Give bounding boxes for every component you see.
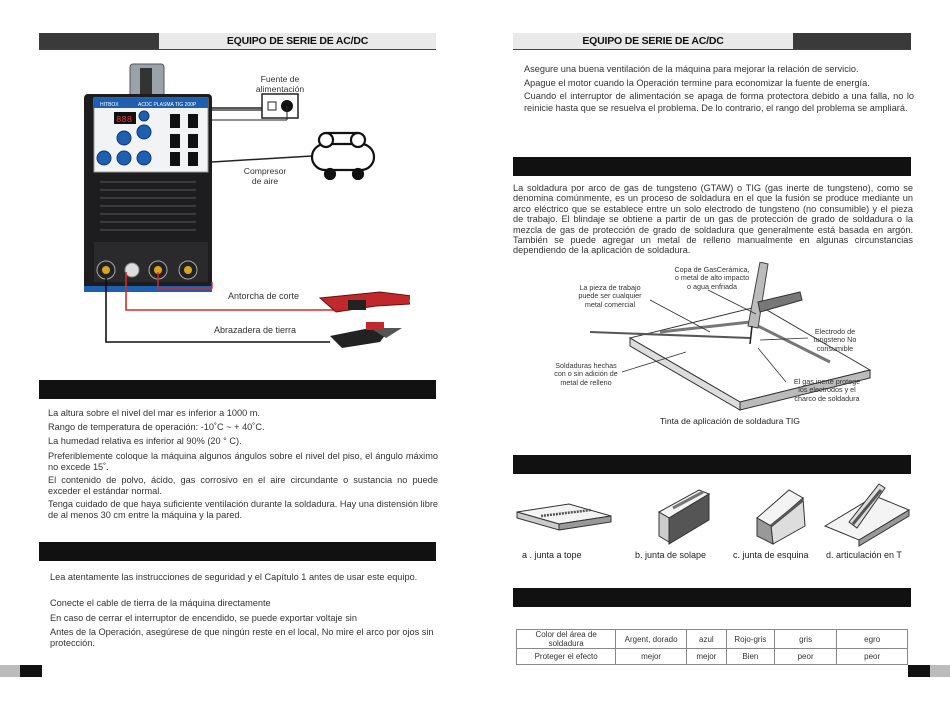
left-section-bar-2	[39, 542, 436, 561]
corner-joint-drawing	[757, 490, 805, 544]
tig-figure-caption: Tinta de aplicación de soldadura TIG	[660, 416, 800, 426]
joint-caption: b. junta de solape	[635, 550, 707, 560]
label-ground-clamp: Abrazadera de tierra	[214, 325, 297, 335]
table-cell: Proteger el efecto	[517, 649, 616, 665]
left-page-corner	[0, 665, 42, 677]
label-air-compressor: Compresor de aire	[243, 166, 287, 186]
right-section-bar-1	[513, 157, 911, 176]
table-cell: gris	[774, 630, 836, 649]
table-cell: mejor	[686, 649, 726, 665]
table-cell: mejor	[616, 649, 687, 665]
compressor-hose	[212, 156, 312, 162]
left-section-bar-1	[39, 380, 436, 399]
condition-item: La altura sobre el nivel del mar es inferior a 1000 m.	[48, 408, 260, 418]
table-row	[517, 630, 908, 649]
note-item: Apague el motor cuando la Operación termine para economizar la fuente de energía.	[524, 78, 870, 88]
label-tungsten-electrode: Electrodo de tungsteno No consumible	[813, 327, 857, 353]
joint-caption: a . junta a tope	[522, 550, 582, 560]
lap-joint-drawing	[659, 490, 709, 544]
weld-color-table	[516, 629, 908, 665]
machine-model: ACDC PLASMA TIG 200P	[138, 102, 197, 108]
table-cell: Argent, dorado	[616, 630, 687, 649]
header-dark-block	[39, 33, 159, 49]
table-cell: azul	[686, 630, 726, 649]
left-header-title: EQUIPO DE SERIE DE AC/DC	[159, 33, 436, 49]
machine-brand: HITBOX	[100, 102, 119, 108]
joint-caption: d. articulación en T	[826, 550, 902, 560]
instruction-item: En caso de cerrar el interruptor de encendido, se puede exportar voltaje sin	[50, 613, 357, 623]
cutting-torch-drawing	[320, 292, 410, 312]
label-welds: Soldaduras hechas con o sin adición de metal de relleno	[554, 361, 618, 387]
table-cell: egro	[837, 630, 908, 649]
weld-joints-illustration	[513, 482, 913, 548]
joint-caption: c. junta de esquina	[733, 550, 809, 560]
left-page-header	[39, 33, 436, 50]
right-header-title: EQUIPO DE SERIE DE AC/DC	[513, 33, 793, 49]
right-section-bar-3	[513, 588, 911, 607]
table-cell: Color del área de soldadura	[517, 630, 616, 649]
condition-item: El contenido de polvo, ácido, gas corrosivo en el aire circundante o sustancia no puede exceder el estándar normal.	[48, 475, 438, 496]
table-cell: peor	[837, 649, 908, 665]
label-power-supply: Fuente de alimentación	[255, 74, 305, 94]
label-workpiece: La pieza de trabajo puede ser cualquier metal comercial	[578, 283, 642, 309]
instruction-item: Conecte el cable de tierra de la máquina directamente	[50, 598, 271, 608]
instruction-item: Lea atentamente las instrucciones de seguridad y el Capítulo 1 antes de usar este equipo.	[50, 572, 418, 582]
air-compressor-drawing	[312, 133, 374, 179]
t-joint-drawing	[825, 484, 909, 546]
note-item: Asegure una buena ventilación de la máquina para mejorar la relación de servicio.	[524, 64, 859, 74]
condition-item: Preferiblemente coloque la máquina algunos ángulos sobre el nivel del piso, el ángulo máximo no excede 15˚.	[48, 451, 438, 472]
right-section-bar-2	[513, 455, 911, 474]
right-page-corner	[908, 665, 950, 677]
right-page-header	[513, 33, 911, 50]
table-cell: peor	[774, 649, 836, 665]
ground-clamp-drawing	[330, 322, 402, 348]
machine-connection-diagram	[80, 60, 410, 360]
machine-display-value: 888	[116, 115, 133, 125]
tig-description: La soldadura por arco de gas de tungsteno (GTAW) o TIG (gas inerte de tungsteno), como se denomina comúnmente, es un proceso de soldadura en el que la fusión se produce mediante un arco eléctrico que se establece entre un solo electrodo de tungsteno (no consumible) y el pieza de trabajo. El blindaje se obtiene a partir de un gas de protección de grado de soldadura o la mezcla de gas de protección de grado de soldadura que generalmente está basada en argón. También se puede agregar un metal de relleno manualmente en algunas circunstancias dependiendo de la aplicación de soldadura.	[513, 183, 913, 256]
connector-2	[125, 263, 139, 277]
note-item: Cuando el interruptor de alimentación se apaga de forma protectora debido a una falla, no lo reinicie hasta que se resuelva el problema. De lo contrario, el rango del problema se ampliará.	[524, 91, 914, 113]
condition-item: Tenga cuidado de que haya suficiente ventilación durante la soldadura. Hay una distensión libre de al menos 30 cm entre la máquina y la pared.	[48, 499, 438, 520]
instruction-item: Antes de la Operación, asegúrese de que ningún reste en el local, No mire el arco por ojos sin protección.	[50, 627, 434, 648]
table-cell: Bien	[726, 649, 774, 665]
table-cell: Rojo-gris	[726, 630, 774, 649]
label-inert-gas: El gas inerte protege los electrodos y el charco de soldadura	[793, 377, 861, 403]
header-dark-block	[793, 33, 911, 49]
label-cutting-torch: Antorcha de corte	[228, 291, 300, 301]
table-row	[517, 649, 908, 665]
butt-joint-drawing	[517, 504, 611, 530]
label-gas-cup: Copa de GasCerámica, o metal de alto impacto o agua enfriada	[674, 265, 750, 291]
condition-item: Rango de temperatura de operación: -10˚C ~ + 40˚C.	[48, 422, 265, 432]
condition-item: La humedad relativa es inferior al 90% (20 ° C).	[48, 436, 242, 446]
